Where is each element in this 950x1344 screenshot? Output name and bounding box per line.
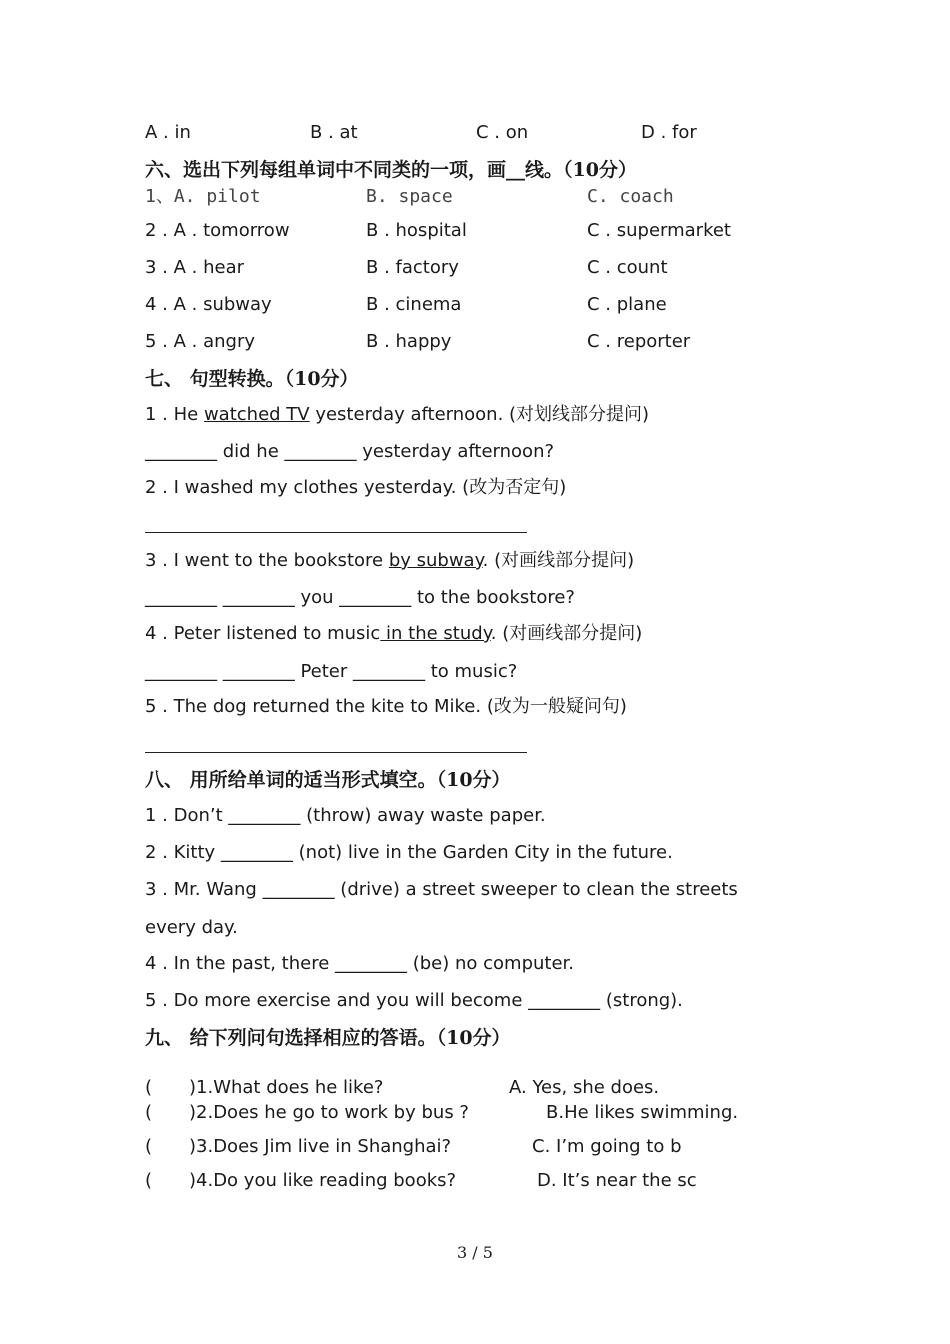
section7-title: 七、 句型转换。（10分） bbox=[145, 368, 359, 390]
s7-q1: 1 . He watched TV yesterday afternoon. (对划线部分提问) bbox=[145, 404, 650, 425]
s7-q4-underlined: in the study bbox=[380, 623, 491, 644]
s6-row5-b: B . happy bbox=[366, 331, 452, 352]
s9-answer-d: D. It’s near the sc bbox=[537, 1170, 697, 1191]
s6-row5-a: 5 . A . angry bbox=[145, 331, 256, 352]
s8-line3-cont: every day. bbox=[145, 917, 238, 938]
s7-answer-line-5 bbox=[145, 752, 527, 753]
s8-line2: 2 . Kitty ________ (not) live in the Garden City in the future. bbox=[145, 842, 673, 863]
s9-paren-1: ( bbox=[145, 1077, 153, 1098]
s9-paren-2: ( bbox=[145, 1102, 153, 1123]
option-d: D . for bbox=[641, 122, 697, 143]
s7-q4: 4 . Peter listened to music in the study. (对画线部分提问) bbox=[145, 623, 643, 644]
section8-title: 八、 用所给单词的适当形式填空。（10分） bbox=[145, 769, 511, 791]
page-number: 3 / 5 bbox=[457, 1243, 493, 1262]
s9-answer-a: A. Yes, she does. bbox=[509, 1077, 660, 1098]
s8-line3: 3 . Mr. Wang ________ (drive) a street sweeper to clean the streets bbox=[145, 879, 738, 900]
s9-paren-4: ( bbox=[145, 1170, 153, 1191]
s6-row4-a: 4 . A . subway bbox=[145, 294, 272, 315]
s9-answer-c: C. I’m going to b bbox=[532, 1136, 682, 1157]
s7-q3-underlined: by subway bbox=[388, 550, 483, 571]
section6-title: 六、选出下列每组单词中不同类的一项，画__线。（10分） bbox=[145, 159, 637, 181]
s7-a3: ________ ________ you ________ to the bookstore? bbox=[145, 587, 575, 608]
s8-line4: 4 . In the past, there ________ (be) no computer. bbox=[145, 953, 575, 974]
option-b: B . at bbox=[310, 122, 358, 143]
s9-answer-b: B.He likes swimming. bbox=[546, 1102, 739, 1123]
s6-row3-a: 3 . A . hear bbox=[145, 257, 245, 278]
s7-q3: 3 . I went to the bookstore by subway. (对画线部分提问) bbox=[145, 550, 635, 571]
s7-answer-line-2 bbox=[145, 532, 527, 533]
s8-line5: 5 . Do more exercise and you will become ________ (strong). bbox=[145, 990, 683, 1011]
s9-question-3: )3.Does Jim live in Shanghai? bbox=[189, 1136, 452, 1157]
s6-row2-a: 2 . A . tomorrow bbox=[145, 220, 290, 241]
s6-row5-c: C . reporter bbox=[587, 331, 691, 352]
s9-question-1: )1.What does he like? bbox=[189, 1077, 384, 1098]
s9-question-4: )4.Do you like reading books? bbox=[189, 1170, 457, 1191]
s6-row1-c: C. coach bbox=[587, 186, 674, 207]
option-a: A . in bbox=[145, 122, 191, 143]
s6-row4-c: C . plane bbox=[587, 294, 667, 315]
s6-row1-b: B. space bbox=[366, 186, 453, 207]
s6-row3-c: C . count bbox=[587, 257, 668, 278]
s7-q1-underlined: watched TV bbox=[203, 404, 310, 425]
s6-row3-b: B . factory bbox=[366, 257, 459, 278]
s7-a4: ________ ________ Peter ________ to music? bbox=[145, 661, 518, 682]
s9-question-2: )2.Does he go to work by bus ? bbox=[189, 1102, 469, 1123]
s6-row2-c: C . supermarket bbox=[587, 220, 731, 241]
option-c: C . on bbox=[476, 122, 529, 143]
s7-a1: ________ did he ________ yesterday afternoon? bbox=[145, 441, 555, 462]
s9-paren-3: ( bbox=[145, 1136, 153, 1157]
s6-row2-b: B . hospital bbox=[366, 220, 467, 241]
section9-title: 九、 给下列问句选择相应的答语。（10分） bbox=[145, 1027, 511, 1049]
s6-row1-a: 1、A. pilot bbox=[145, 186, 261, 207]
s7-q5: 5 . The dog returned the kite to Mike. (改为一般疑问句) bbox=[145, 696, 627, 717]
s6-row4-b: B . cinema bbox=[366, 294, 462, 315]
s8-line1: 1 . Don’t ________ (throw) away waste paper. bbox=[145, 805, 546, 826]
s7-q2: 2 . I washed my clothes yesterday. (改为否定句) bbox=[145, 477, 567, 498]
